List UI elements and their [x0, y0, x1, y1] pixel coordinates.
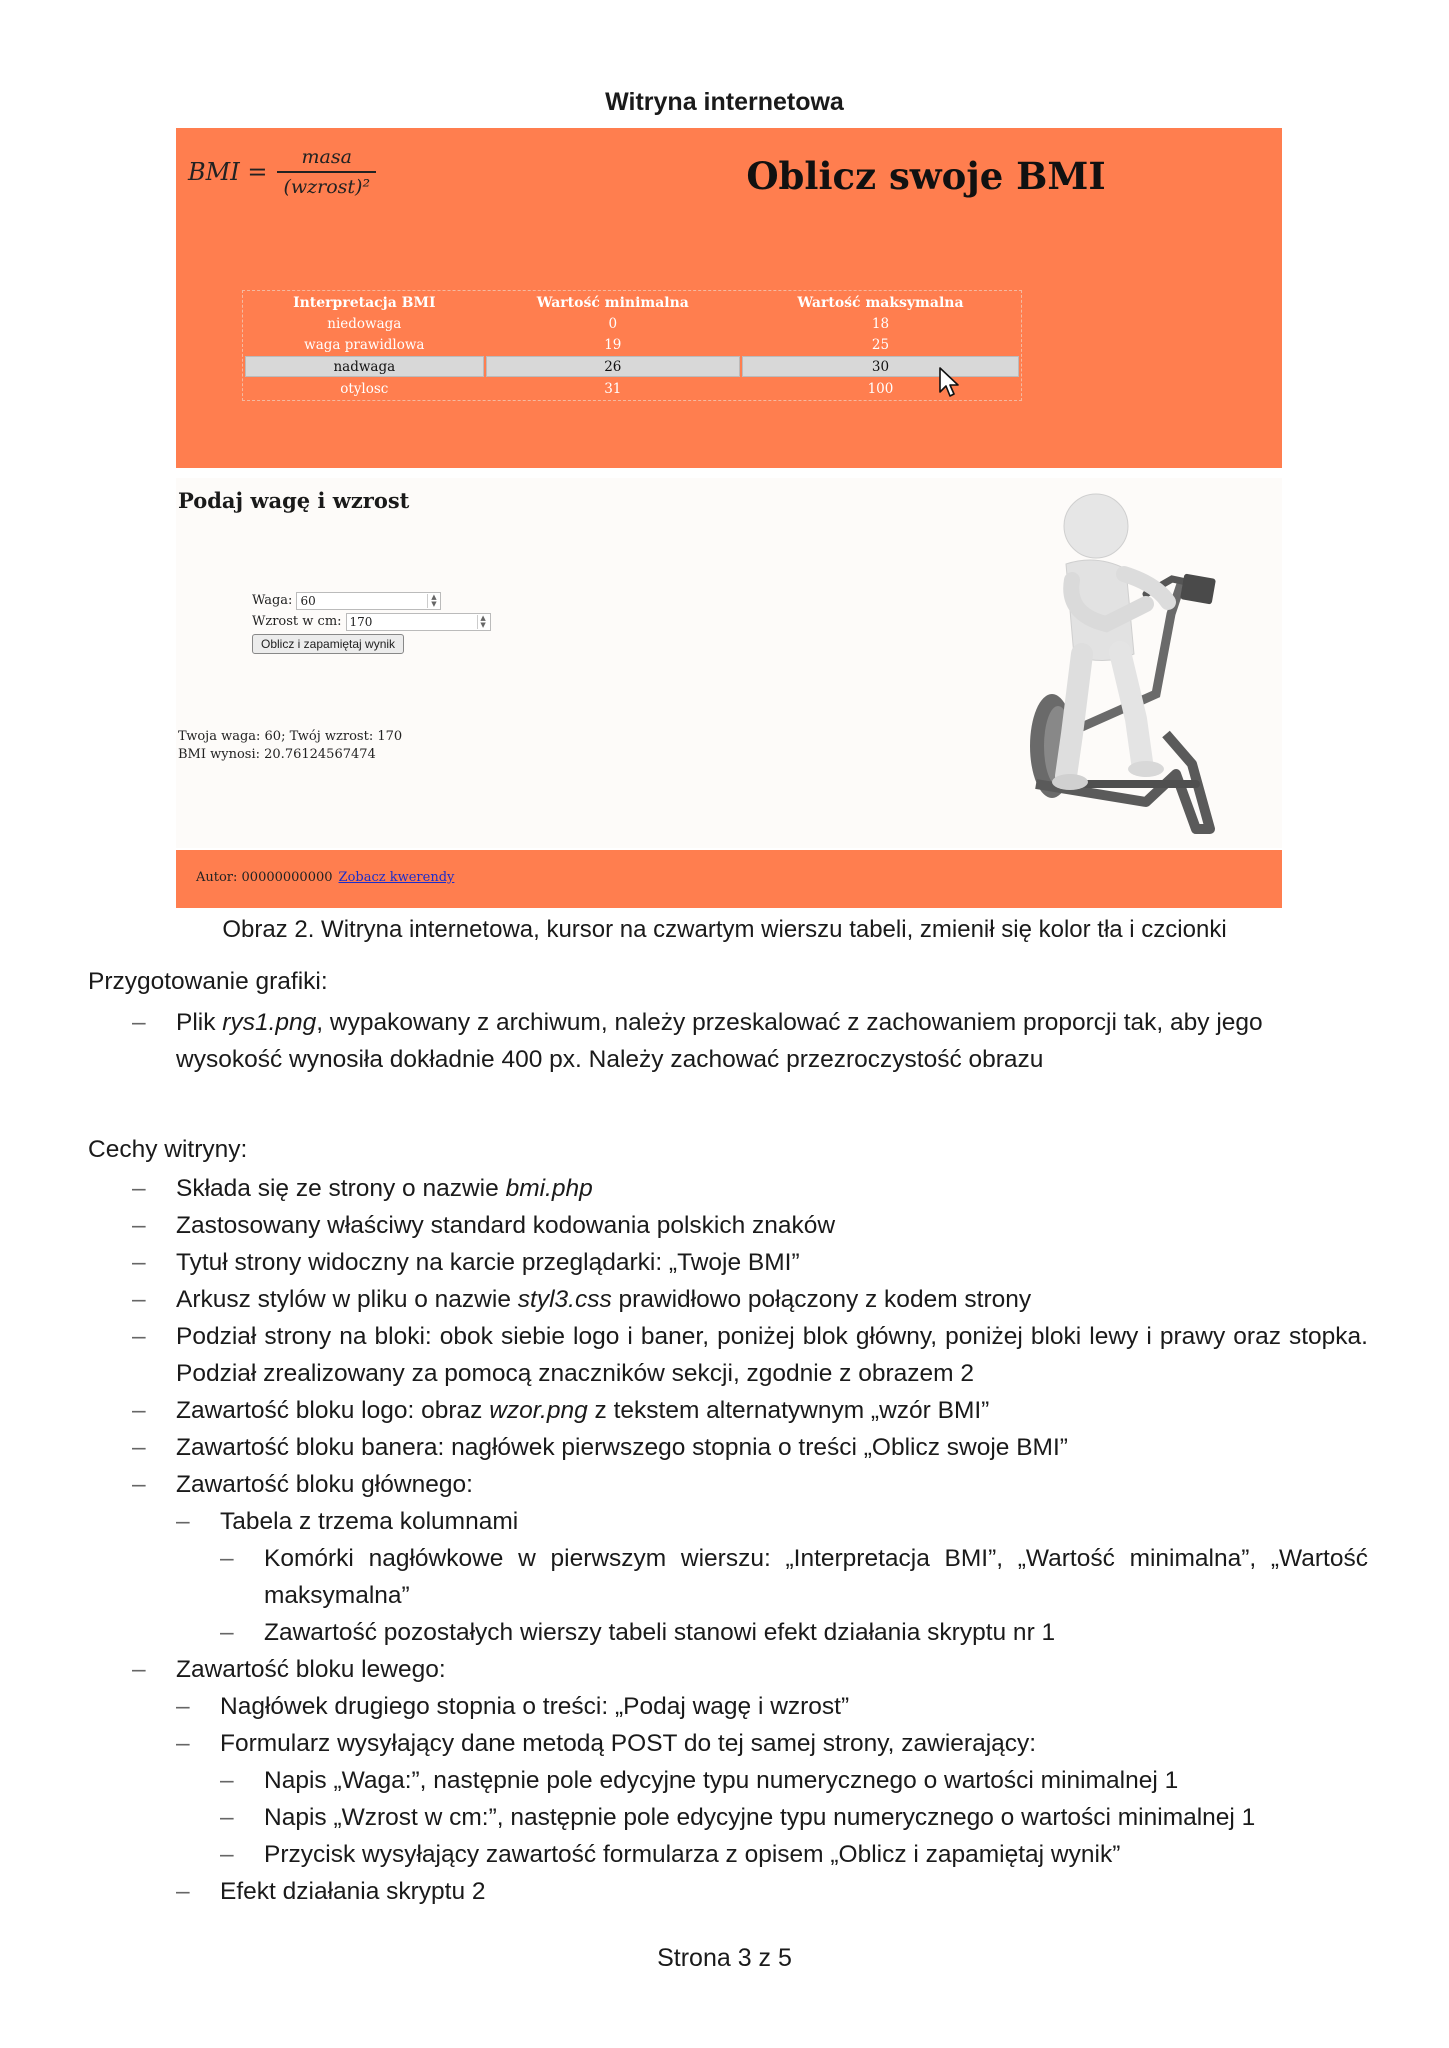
table-cell: 0 — [608, 315, 618, 332]
features-list — [88, 1170, 1368, 1910]
formula-fraction — [277, 146, 376, 198]
list-item: – Zawartość bloku banera: nagłówek pierwszego stopnia o treści „Oblicz swoje BMI” — [132, 1434, 1068, 1461]
graphics-section-title: Przygotowanie grafiki: — [88, 968, 328, 995]
list-item: – Tytuł strony widoczny na karcie przeglądarki: „Twoje BMI” — [132, 1249, 800, 1276]
list-item: – Komórki nagłówkowe w pierwszym wierszu: „Interpretacja BMI”, „Wartość minimalna”, „Wartość maksymalna” — [220, 1545, 1368, 1609]
spinner-arrows-icon[interactable]: ▲ ▼ — [477, 615, 489, 629]
logo-banner-main-block — [176, 128, 1282, 468]
list-item: – Napis „Waga:”, następnie pole edycyjne typu numerycznego o wartości minimalnej 1 — [220, 1767, 1179, 1794]
figure-caption: Obraz 2. Witryna internetowa, kursor na czwartym wierszu tabeli, zmienił się kolor tła i czcionki — [222, 916, 1227, 943]
table-row[interactable] — [245, 335, 1019, 354]
bmi-form — [252, 590, 491, 654]
footer-block — [176, 850, 1282, 908]
dash-bullet: – — [132, 1009, 146, 1036]
elliptical-trainer-figure-image — [996, 484, 1282, 848]
footer-text — [196, 870, 454, 885]
height-row — [252, 611, 491, 632]
bmi-table — [242, 290, 1022, 401]
table-header-cell: Interpretacja BMI — [293, 294, 436, 311]
table-header-cell: Wartość maksymalna — [797, 294, 964, 311]
list-item: – Plik rys1.png, wypakowany z archiwum, należy przeskalować z zachowaniem proporcji tak, aby jego wysokość wynosiła dokładnie 400 px. Należy zachować przezroczystość obrazu — [88, 1004, 1368, 1078]
section-heading: Witryna internetowa — [605, 88, 844, 116]
weight-label: Waga: — [252, 593, 293, 608]
table-row[interactable] — [245, 314, 1019, 333]
website-screenshot — [176, 128, 1282, 908]
formula-lhs: BMI = — [188, 158, 268, 186]
list-item: – Zawartość bloku głównego: — [132, 1471, 473, 1498]
banner-title: Oblicz swoje BMI — [746, 154, 1106, 198]
left-right-blocks — [176, 478, 1282, 848]
height-value: 170 — [349, 614, 373, 629]
list-item: – Składa się ze strony o nazwie bmi.php — [132, 1175, 593, 1202]
table-cell: nadwaga — [245, 356, 484, 377]
weight-row — [252, 590, 491, 611]
queries-link[interactable]: Zobacz kwerendy — [338, 870, 455, 885]
list-item: – Zawartość pozostałych wierszy tabeli stanowi efekt działania skryptu nr 1 — [220, 1619, 1056, 1646]
result-line-1: Twoja waga: 60; Twój wzrost: 170 — [178, 729, 403, 744]
table-row[interactable] — [245, 379, 1019, 398]
author-text: Autor: 00000000000 — [196, 870, 333, 885]
list-item: – Efekt działania skryptu 2 — [176, 1878, 486, 1905]
bmi-result — [178, 728, 402, 764]
weight-input[interactable] — [296, 592, 441, 610]
mouse-cursor-icon — [938, 366, 960, 398]
table-cell: 25 — [871, 336, 890, 353]
table-cell: niedowaga — [327, 315, 402, 332]
table-header-cell: Wartość minimalna — [536, 294, 689, 311]
height-label: Wzrost w cm: — [252, 614, 342, 629]
table-row-hovered[interactable] — [245, 356, 1019, 377]
list-item: – Nagłówek drugiego stopnia o treści: „Podaj wagę i wzrost” — [176, 1693, 850, 1720]
submit-button[interactable]: Oblicz i zapamiętaj wynik — [252, 634, 404, 654]
table-cell: 26 — [486, 356, 740, 377]
list-item: – Podział strony na bloki: obok siebie logo i baner, poniżej blok główny, poniżej bloki lewy i prawy oraz stopka. Podział zrealizowany za pomocą znaczników sekcji, zgodnie z obrazem 2 — [132, 1323, 1368, 1387]
table-cell: 19 — [604, 336, 622, 353]
list-item: – Napis „Wzrost w cm:”, następnie pole edycyjne typu numerycznego o wartości minimalnej 1 — [220, 1804, 1256, 1831]
table-cell: 100 — [867, 380, 894, 397]
formula-denominator: (wzrost)² — [277, 171, 376, 198]
features-section-title: Cechy witryny: — [88, 1136, 248, 1163]
list-item: – Tabela z trzema kolumnami — [176, 1508, 519, 1535]
table-cell: 18 — [871, 315, 890, 332]
table-cell: waga prawidlowa — [304, 336, 425, 353]
list-item: – Arkusz stylów w pliku o nazwie styl3.css prawidłowo połączony z kodem strony — [132, 1286, 1032, 1313]
height-input[interactable] — [346, 613, 491, 631]
list-item: – Formularz wysyłający dane metodą POST do tej samej strony, zawierający: — [176, 1730, 1037, 1757]
list-item: – Zawartość bloku lewego: — [132, 1656, 446, 1683]
table-cell: 31 — [604, 380, 622, 397]
graphics-list — [88, 1004, 1368, 1078]
bmi-formula-logo — [188, 146, 376, 198]
list-item: – Przycisk wysyłający zawartość formularza z opisem „Oblicz i zapamiętaj wynik” — [220, 1841, 1121, 1868]
spinner-arrows-icon[interactable]: ▲ ▼ — [427, 594, 439, 608]
formula-numerator: masa — [301, 146, 352, 168]
list-item: – Zastosowany właściwy standard kodowania polskich znaków — [132, 1212, 836, 1239]
weight-value: 60 — [300, 593, 316, 608]
list-item: – Zawartość bloku logo: obraz wzor.png z tekstem alternatywnym „wzór BMI” — [132, 1397, 990, 1424]
table-cell: 30 — [742, 356, 1019, 377]
table-cell: otylosc — [340, 380, 389, 397]
table-header-row — [245, 293, 1019, 312]
result-line-2: BMI wynosi: 20.76124567474 — [178, 747, 376, 762]
left-block-title: Podaj wagę i wzrost — [178, 488, 410, 513]
page-number: Strona 3 z 5 — [657, 1944, 792, 1972]
